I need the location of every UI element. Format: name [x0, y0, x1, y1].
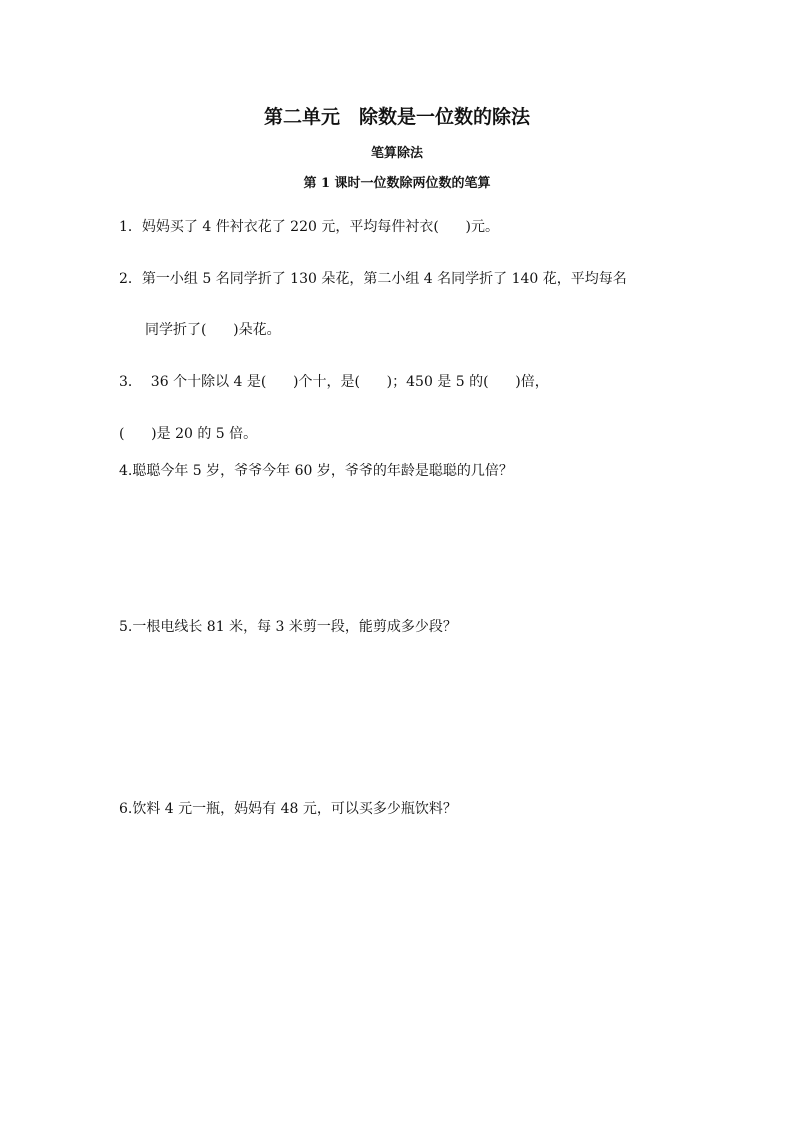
question-3-line-2: ( )是 20 的 5 倍。	[119, 426, 258, 442]
lesson-title: 第 1 课时一位数除两位数的笔算	[303, 176, 491, 191]
question-5: 5.一根电线长 81 米，每 3 米剪一段，能剪成多少段？	[119, 619, 457, 635]
unit-title: 第二单元 除数是一位数的除法	[263, 106, 530, 128]
question-3-line-1: 3． 36 个十除以 4 是( )个十，是( )；450 是 5 的( )倍，	[119, 374, 549, 390]
question-2-line-1: 2．第一小组 5 名同学折了 130 朵花，第二小组 4 名同学折了 140 花，平均每名	[119, 271, 627, 287]
question-4: 4.聪聪今年 5 岁，爷爷今年 60 岁，爷爷的年龄是聪聪的几倍？	[119, 463, 513, 479]
question-1: 1．妈妈买了 4 件衬衣花了 220 元，平均每件衬衣( )元。	[119, 219, 499, 235]
question-6: 6.饮料 4 元一瓶，妈妈有 48 元，可以买多少瓶饮料？	[119, 801, 457, 817]
section-title: 笔算除法	[370, 146, 423, 161]
question-2-line-2: 同学折了( )朵花。	[145, 322, 281, 338]
